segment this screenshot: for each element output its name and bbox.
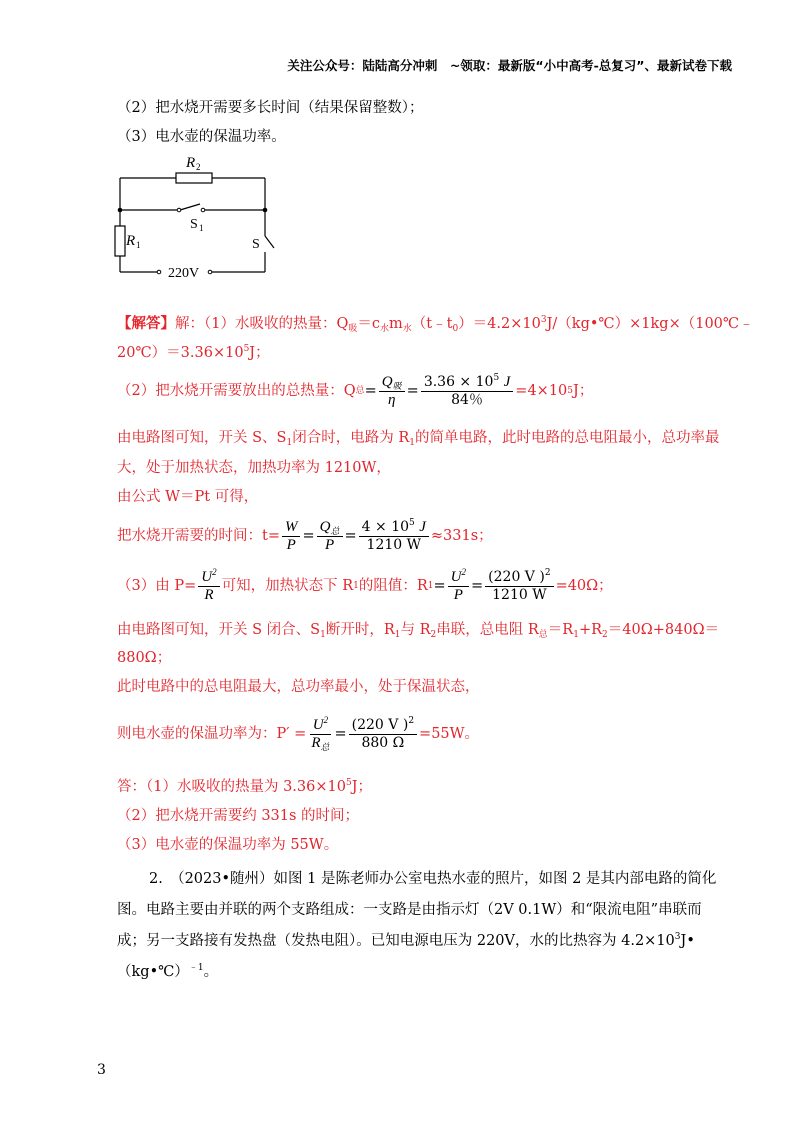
answer-line-11: 此时电路中的总电阻最大，总功率最小，处于保温状态， — [117, 679, 480, 695]
final-answer-1: 答：（1）水吸收的热量为 $3.36\times 10^5J$； — [117, 778, 373, 795]
s1-subscript: 1 — [199, 223, 204, 233]
answer-line-5: 大，处于加热状态，加热功率为 1210W， — [117, 460, 391, 476]
fraction-voltage-over-resistance: $\frac{(220 V )^2}{880 \Omega}$ — [349, 717, 417, 752]
question-3-text: （3）电水壶的保温功率。 — [117, 129, 286, 145]
question-2-text: （2）把水烧开需要多长时间（结果保留整数）； — [117, 100, 424, 116]
r1-label: R — [126, 233, 136, 249]
junction-left — [118, 208, 123, 213]
page-number: 3 — [97, 1062, 106, 1078]
s-label: S — [252, 237, 260, 252]
fraction-u2-over-rtotal: $\frac{U^2}{R_总}$ — [311, 714, 330, 752]
source-voltage-label: 220V — [168, 266, 200, 281]
junction-right — [263, 208, 268, 213]
answer-line-9: 由电路图可知，开关 S 闭合、$S_1$断开时，$R_1$与 $R_2$串联，总电阻 $R_总=R_1+R_2=40\Omega+840\Omega=$ — [117, 622, 720, 640]
r2-label: R — [186, 155, 196, 171]
answer-line-2: $20℃)=3.36\times 10^5J$； — [117, 344, 270, 361]
fraction-q-over-p: $\frac{Q_总}{P}$ — [317, 519, 343, 554]
fraction-u2-over-p: $\frac{U^2}{P}$ — [448, 569, 469, 604]
answer-line-12: 则电水壶的保温功率为：P′ = $\frac{U^2}{R_总}$ = $\frac{(220 V )^2}{880 \Omega}$ =55W。 — [117, 714, 480, 752]
r2-subscript: 2 — [196, 162, 201, 172]
next-question-line-3: 成；另一支路接有发热盘（发热电阻）。已知电源电压为 220V，水的比热容为 $4.2\times 10^3J•$ — [117, 932, 695, 949]
next-question-line-1: 2. （2023•随州）如图 1 是陈老师办公室电热水壶的照片，如图 2 是其内部电路的简化 — [149, 871, 717, 887]
page-header: 关注公众号：陆陆高分冲刺 ~领取：最新版“小中高考-总复习”、最新试卷下载 — [287, 58, 732, 73]
answer-line-10: 880Ω； — [117, 650, 172, 666]
answer-line-6: 由公式 W＝Pt 可得， — [117, 489, 259, 505]
s1-label: S — [190, 217, 198, 232]
answer-line-7: 把水烧开需要的时间：t= $\frac{W}{P}$ = $\frac{Q_总}{P}$ = $\frac{4 \times 10^5 J}{1210 W}$ ≈331s； — [117, 517, 493, 553]
next-question-line-4: （kg•℃）$^{﹣1}$。 — [117, 963, 219, 980]
final-answer-3: （3）电水壶的保温功率为 55W。 — [117, 837, 339, 853]
next-question-line-2: 图。电路主要由并联的两个支路组成：一支路是由指示灯（2V 0.1W）和“限流电阻”串联而 — [117, 902, 702, 918]
fraction-heat-over-efficiency: $\frac{3.36 \times 10^5 J}{84\%}$ — [421, 374, 513, 409]
answer-line-8: （3）由 P= $\frac{U^2}{R}$ 可知，加热状态下 R 1 的阻值：R 1 = $\frac{U^2}{P}$ = $\frac{(220 V )^2}{1210 W}$ =40Ω； — [117, 566, 613, 603]
fraction-heat-over-power: $\frac{4 \times 10^5 J}{1210 W}$ — [359, 519, 429, 554]
r1-subscript: 1 — [136, 240, 141, 250]
fraction-q-over-eta: $\frac{Q_吸}{\eta}$ — [379, 374, 405, 409]
fraction-voltage-over-power: $\frac{(220 V )^2}{1210 W}$ — [485, 569, 553, 604]
answer-line-4: 由电路图可知，开关 S、$S_1$闭合时，电路为 $R_1$的简单电路，此时电路的总电阻最小，总功率最 — [117, 430, 720, 448]
final-answer-2: （2）把水烧开需要约 331s 的时间； — [117, 808, 360, 824]
circuit-diagram — [100, 148, 290, 283]
fraction-u2-over-r: $\frac{U^2}{R}$ — [198, 569, 219, 604]
answer-line-1: 【解答】解：（1）水吸收的热量：$Q_吸=c_水m_水(t﹣t_0)=4.2\times 10^3J/(kg•℃)\times 1kg\times(100℃﹣$ — [117, 315, 754, 334]
answer-line-3: （2）把水烧开需要放出的总热量：Q 总 = $\frac{Q_吸}{\eta}$ = $\frac{3.36 \times 10^5 J}{84\%}$ =4×10 5 J； — [117, 372, 594, 408]
fraction-w-over-p: $\frac{W}{P}$ — [282, 519, 301, 554]
